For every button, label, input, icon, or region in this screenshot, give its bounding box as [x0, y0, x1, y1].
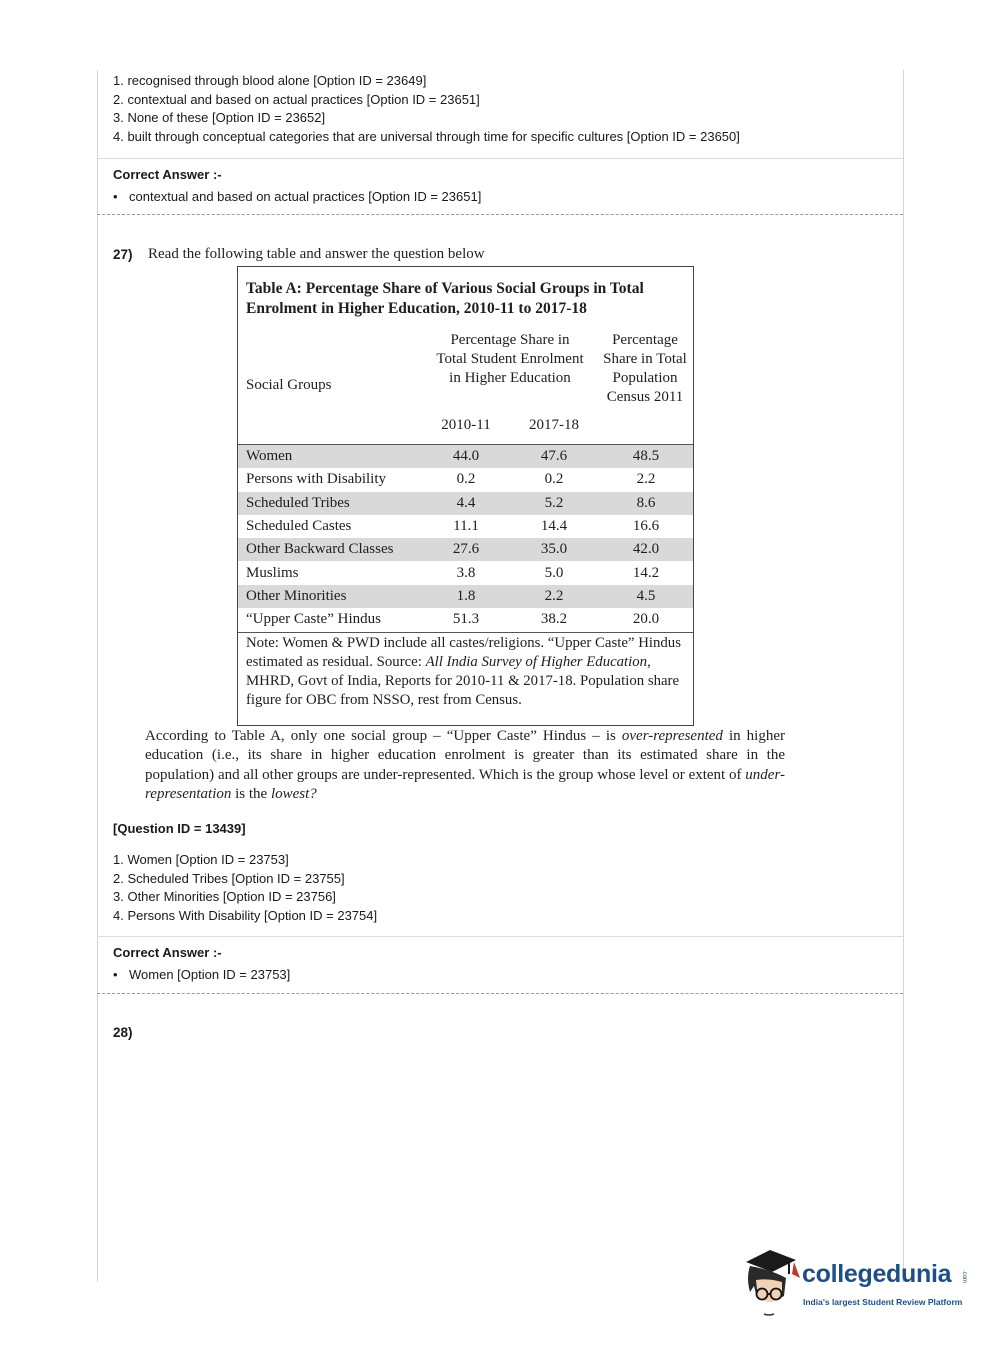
cell-group: Scheduled Tribes — [246, 494, 350, 511]
prev-options-list — [113, 72, 740, 146]
q27-options-list — [113, 851, 377, 925]
cell-group: Persons with Disability — [246, 471, 387, 488]
cell-2017: 5.0 — [544, 564, 564, 581]
cell-group: Scheduled Castes — [246, 517, 352, 534]
divider — [97, 936, 903, 937]
prev-option-3: 3. None of these [Option ID = 23652] — [113, 110, 326, 125]
col-header-year-1: 2010-11 — [441, 417, 491, 433]
option-2: 2. Scheduled Tribes [Option ID = 23755] — [113, 870, 345, 886]
cell-2010: 1.8 — [456, 587, 476, 604]
table-row — [238, 608, 693, 631]
cell-2010: 0.2 — [456, 471, 476, 488]
cell-group: Other Backward Classes — [246, 541, 394, 558]
table-row — [238, 492, 693, 515]
divider — [97, 158, 903, 159]
question-number: 27) — [113, 247, 133, 262]
col-header-social-groups: Social Groups — [246, 377, 332, 393]
table-row — [238, 515, 693, 538]
cell-2017: 0.2 — [544, 471, 564, 488]
note-source: All India Survey of Higher Education — [425, 654, 648, 670]
question-separator — [97, 993, 903, 994]
para-emphasis: under-representation — [145, 766, 785, 802]
para-text: According to Table A, only one social group – “Upper Caste” Hindus – is — [145, 728, 622, 744]
footer-divider — [238, 632, 693, 633]
cell-2017: 2.2 — [544, 587, 564, 604]
correct-answer-text: contextual and based on actual practices [Option ID = 23651] — [129, 189, 482, 204]
option-4: 4. Persons With Disability [Option ID = 23754] — [113, 907, 378, 923]
mascot-icon — [742, 1248, 804, 1318]
note-text-cont: , MHRD, Govt of India, Reports for 2010-11 & 2017-18. Population share figure for OBC from NSSO, rest from Census. — [246, 654, 680, 708]
bullet: • — [113, 189, 118, 204]
table-row — [238, 538, 693, 561]
cell-group: Other Minorities — [246, 587, 347, 604]
table-row — [238, 468, 693, 491]
cell-population: 48.5 — [632, 448, 660, 464]
col-header-enrolment: Percentage Share in Total Student Enrolment in Higher Education — [436, 332, 584, 386]
cell-group: Muslims — [246, 564, 299, 581]
data-table — [237, 266, 694, 726]
question-paragraph — [145, 727, 785, 804]
brand-suffix: .com — [961, 1270, 967, 1284]
question-number: 28) — [113, 1025, 133, 1040]
page-border-right — [903, 70, 904, 1282]
prev-option-4: 4. built through conceptual categories that are universal through time for specific cultures [Option ID = 23650] — [113, 128, 740, 144]
para-emphasis: lowest? — [270, 785, 317, 802]
cell-2010: 11.1 — [453, 517, 479, 534]
correct-answer — [113, 967, 290, 982]
cell-2017: 35.0 — [540, 541, 568, 558]
question-separator — [97, 214, 903, 215]
question-id: [Question ID = 13439] — [113, 821, 246, 836]
col-header-year-2: 2017-18 — [529, 417, 579, 433]
prev-option-1: 1. recognised through blood alone [Option ID = 23649] — [113, 73, 427, 88]
cell-2010: 4.4 — [456, 494, 476, 511]
prev-option-2: 2. contextual and based on actual practices [Option ID = 23651] — [113, 91, 480, 107]
cell-population: 20.0 — [632, 611, 660, 628]
cell-2017: 38.2 — [540, 611, 568, 628]
cell-2017: 14.4 — [540, 517, 568, 534]
collegedunia-logo — [742, 1248, 972, 1318]
cell-group: Women — [246, 448, 293, 464]
cell-2017: 47.6 — [540, 448, 568, 464]
cell-population: 42.0 — [632, 541, 660, 558]
note-text: Note: Women & PWD include all castes/religions. “Upper Caste” Hindus estimated as residual. Source: — [246, 635, 681, 670]
correct-answer — [113, 189, 481, 204]
cell-2010: 3.8 — [456, 564, 476, 581]
cell-group: “Upper Caste” Hindus — [246, 611, 381, 628]
table-row — [238, 445, 693, 468]
cell-population: 16.6 — [632, 517, 660, 534]
brand-name: collegedunia — [802, 1260, 952, 1288]
cell-population: 14.2 — [632, 564, 660, 581]
cell-population: 4.5 — [636, 587, 656, 604]
table-title: Table A: Percentage Share of Various Social Groups in Total Enrolment in Higher Education, 2010-11 to 2017-18 — [246, 280, 644, 317]
page-border-left — [97, 70, 98, 1282]
correct-answer-text: Women [Option ID = 23753] — [129, 967, 291, 982]
table-note — [246, 634, 688, 710]
para-emphasis: over-represented — [621, 728, 723, 744]
option-3: 3. Other Minorities [Option ID = 23756] — [113, 889, 336, 904]
table-row — [238, 585, 693, 608]
table-row — [238, 562, 693, 585]
brand-tagline: India's largest Student Review Platform — [803, 1297, 963, 1307]
para-text: in higher education (i.e., its share in higher education enrolment is greater than its estimated share in the population) and all other groups are under-represented. Which is the group whose level or extent of — [145, 728, 785, 783]
question-prompt: Read the following table and answer the question below — [148, 246, 485, 262]
cell-2017: 5.2 — [544, 494, 564, 511]
cell-2010: 44.0 — [452, 448, 480, 464]
cell-population: 2.2 — [636, 471, 656, 488]
col-header-population: Percentage Share in Total Population Census 2011 — [603, 332, 687, 405]
cell-2010: 27.6 — [452, 541, 480, 558]
cell-population: 8.6 — [636, 494, 656, 511]
option-1: 1. Women [Option ID = 23753] — [113, 852, 289, 867]
correct-answer-label: Correct Answer :- — [113, 167, 222, 182]
correct-answer-label: Correct Answer :- — [113, 945, 222, 960]
cell-2010: 51.3 — [452, 611, 480, 628]
para-text: is the — [231, 785, 271, 802]
bullet: • — [113, 967, 118, 982]
